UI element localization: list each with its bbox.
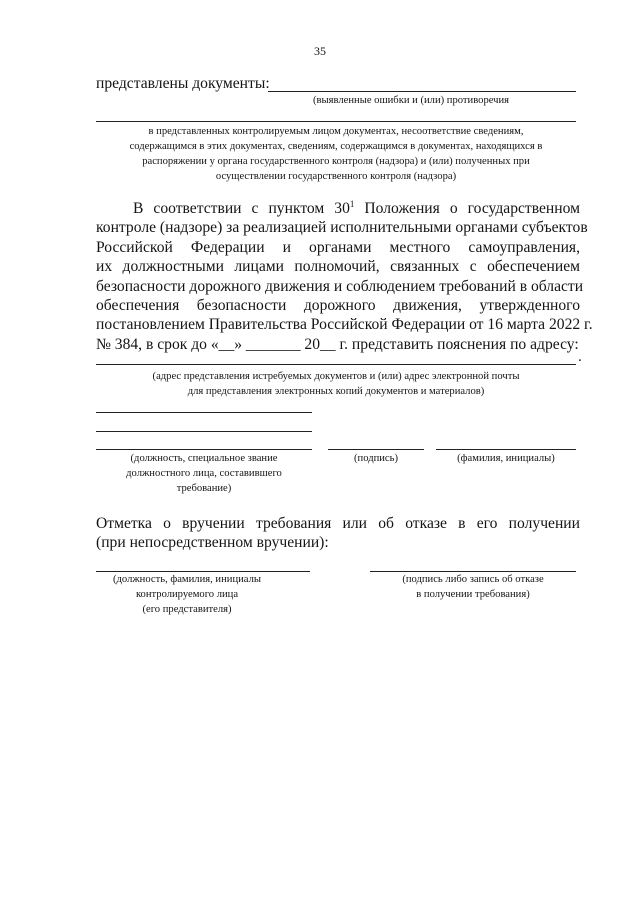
delivery-mark-text: Отметка о вручении требования или об отказе в его получении (при непосредственном вручении): [96, 515, 580, 552]
position-line-2 [96, 431, 312, 432]
deadline-line: № 384, в срок до «__» _______ 20__ г. представить пояснения по адресу: [96, 335, 579, 353]
presented-docs-caption: (выявленные ошибки и (или) противоречия [313, 95, 510, 106]
signature-caption: (подпись) [354, 453, 398, 464]
address-line-period: . [578, 349, 582, 365]
position-line-1 [96, 412, 312, 413]
presented-docs-label: представлены документы: [96, 75, 270, 92]
delivery-left-caption: (должность, фамилия, инициалы контролируемого лица (его представителя) [113, 574, 261, 615]
main-paragraph: В соответствии с пунктом $30^1$ Положения о государственном контроле (надзоре) за реализацией исполнительными органами субъектов Российской Федерации и органами местного самоуправления, их должностными лицами полномочий, связанных с обеспечением безопасности дорожного движения и соблюдением требований в области обеспечения безопасности дорожного движения, утвержденного постановлением Правительства Российской Федерации от 16 марта 2022 г. № 384, в срок до «__» _______ 20__ г. представить пояснения по адресу: [96, 199, 593, 353]
address-input-line [96, 364, 576, 365]
presented-docs-second-line [96, 121, 576, 122]
delivery-right-caption: (подпись либо запись об отказе в получении требования) [402, 574, 544, 600]
name-caption: (фамилия, инициалы) [457, 453, 555, 464]
page-number: 35 [314, 44, 326, 58]
position-caption: (должность, специальное звание должностного лица, составившего требование) [126, 453, 282, 494]
presented-docs-caption-continued: в представленных контролируемым лицом документах, несоответствие сведениям, содержащимся в этих документах, сведениям, содержащимся в документах, находящихся в распоряжении у органа государственного контроля (надзора) и (или) полученных при осуществлении государственного контроля (надзора) [129, 126, 543, 182]
name-line [436, 449, 576, 450]
main-paragraph-first-line: В соответствии с пунктом $30^1$ Положения о государственном [133, 199, 580, 217]
position-line-3 [96, 449, 312, 450]
presented-docs-input-line [268, 91, 576, 92]
address-caption: (адрес представления истребуемых документов и (или) адрес электронной почты для представления электронных копий документов и материалов) [152, 371, 520, 397]
signature-line [328, 449, 424, 450]
